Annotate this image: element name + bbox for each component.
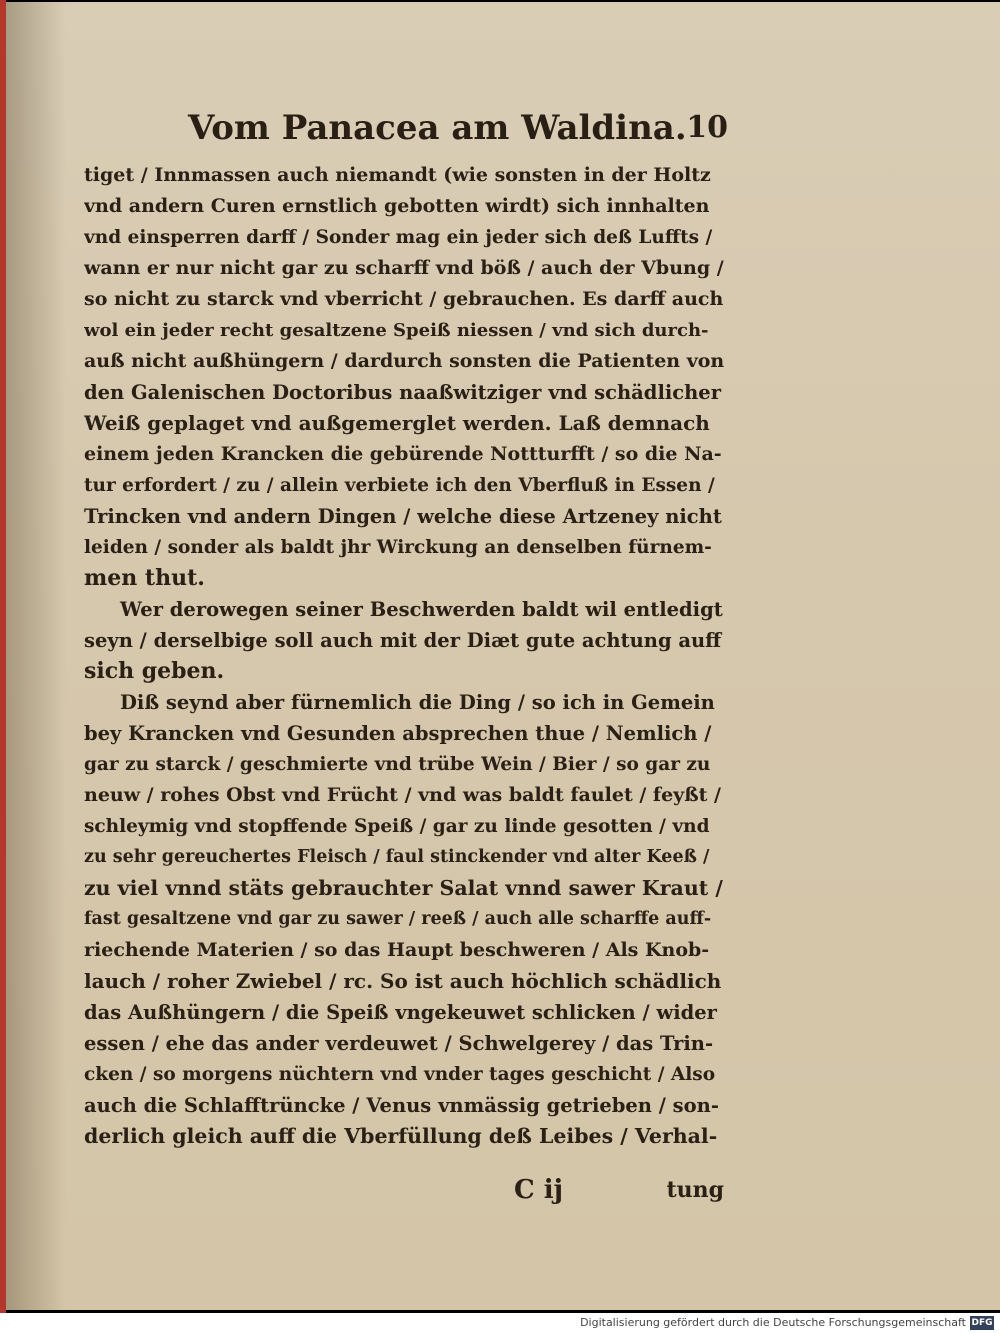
text-line: bey Krancken vnd Gesunden absprechen thue / Nemlich / (84, 722, 712, 745)
text-line: schleymig vnd stopffende Speiß / gar zu linde gesotten / vnd (84, 816, 710, 837)
body-text (84, 160, 724, 1152)
catchword: tung (666, 1177, 724, 1203)
text-line: neuw / rohes Obst vnd Frücht / vnd was baldt faulet / feyßt / (84, 784, 721, 806)
text-line: cken / so morgens nüchtern vnd vnder tages geschicht / Also (84, 1064, 716, 1085)
text-line: vnd einsperren darff / Sonder mag ein jeder sich deß Luffts / (84, 227, 713, 248)
text-line: fast gesaltzene vnd gar zu sawer / reeß / auch alle scharffe auff- (84, 909, 712, 929)
page-footer (84, 1175, 724, 1211)
text-line: so nicht zu starck vnd vberricht / gebrauchen. Es darff auch (84, 288, 724, 310)
text-line: tiget / Innmassen auch niemandt (wie sonsten in der Holtz (84, 164, 711, 186)
text-line: derlich gleich auff die Vberfüllung deß Leibes / Verhal- (84, 1124, 718, 1148)
text-line: zu sehr gereuchertes Fleisch / faul stinckender vnd alter Keeß / (84, 847, 710, 867)
page-header (188, 108, 728, 158)
text-line: leiden / sonder als baldt jhr Wirckung an denselben fürnem- (84, 537, 712, 558)
signature-mark: C ij (514, 1175, 564, 1205)
page-number: 10 (686, 110, 728, 145)
credit-bar (0, 1313, 1000, 1333)
text-line: vnd andern Curen ernstlich gebotten wirdt) sich innhalten (84, 195, 710, 217)
text-line: gar zu starck / geschmierte vnd trübe Wein / Bier / so gar zu (84, 754, 711, 775)
dfg-logo: DFG (971, 1318, 993, 1328)
text-line: auß nicht außhüngern / dardurch sonsten die Patienten von (84, 350, 724, 372)
text-line: das Außhüngern / die Speiß vngekeuwet schlicken / wider (84, 1001, 717, 1024)
text-line: zu viel vnnd stäts gebrauchter Salat vnnd sawer Kraut / (84, 876, 723, 900)
running-title: Vom Panacea am Waldina. (188, 108, 687, 148)
text-line: einem jeden Krancken die gebürende Nottturfft / so die Na- (84, 443, 722, 465)
text-line: auch die Schlafftrüncke / Venus vnmässig getrieben / son- (84, 1094, 719, 1117)
text-line: Diß seynd aber fürnemlich die Ding / so ich in Gemein (120, 691, 715, 714)
text-line: wann er nur nicht gar zu scharff vnd böß / auch der Vbung / (84, 257, 724, 279)
text-line: seyn / derselbige soll auch mit der Diæt gute achtung auff (84, 629, 722, 652)
text-line: Weiß geplaget vnd außgemerglet werden. Laß demnach (84, 411, 710, 435)
text-line: den Galenischen Doctoribus naaßwitziger vnd schädlicher (84, 381, 721, 404)
text-line: Wer derowegen seiner Beschwerden baldt wil entledigt (120, 598, 723, 621)
funding-credit: Digitalisierung gefördert durch die Deutsche Forschungsgemeinschaft (580, 1316, 966, 1329)
gutter-shadow (6, 2, 66, 1310)
text-line: lauch / roher Zwiebel / rc. So ist auch höchlich schädlich (84, 969, 722, 993)
text-line: wol ein jeder recht gesaltzene Speiß niessen / vnd sich durch- (84, 320, 709, 341)
text-line: riechende Materien / so das Haupt beschweren / Als Knob- (84, 939, 710, 961)
text-line: tur erfordert / zu / allein verbiete ich den Vberfluß in Essen / (84, 475, 715, 496)
text-line: essen / ehe das ander verdeuwet / Schwelgerey / das Trin- (84, 1032, 714, 1055)
text-line: sich geben. (84, 658, 225, 684)
text-line: Trincken vnd andern Dingen / welche diese Artzeney nicht (84, 505, 722, 528)
text-line: men thut. (84, 565, 205, 591)
